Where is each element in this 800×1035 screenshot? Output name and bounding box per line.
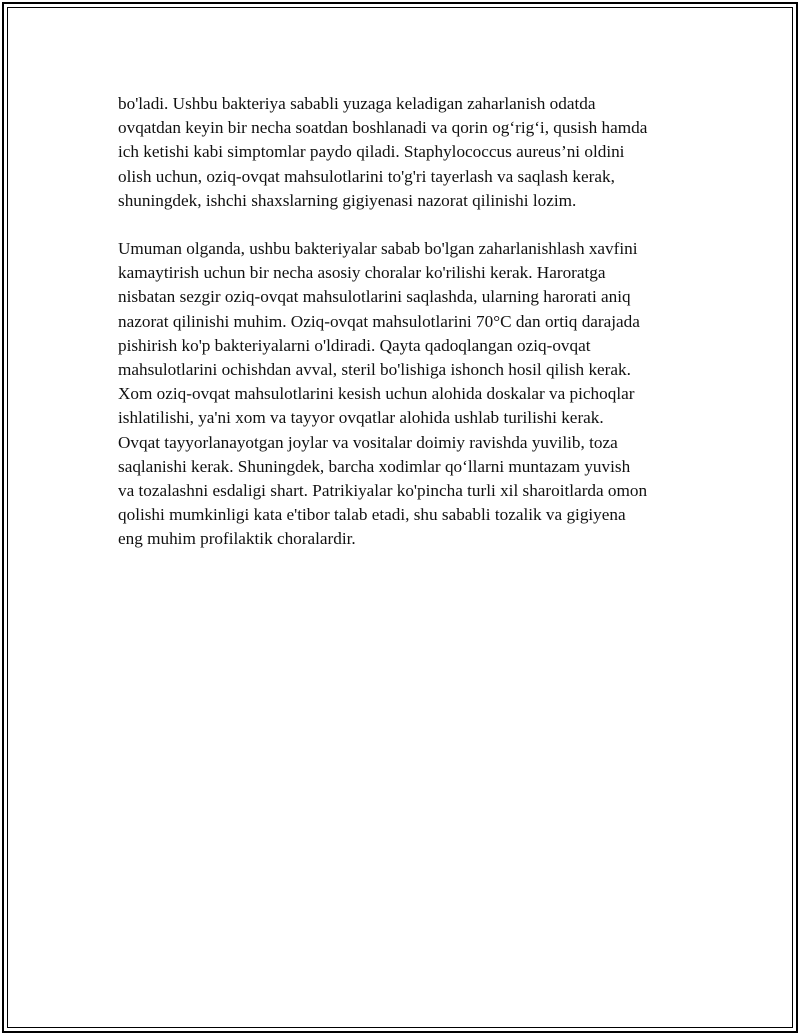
text-line: va tozalashni esdaligi shart. Patrikiyalar ko'pincha turli xil sharoitlarda omon [118,481,648,501]
paragraph-prevention [118,237,698,552]
text-line: olish uchun, oziq-ovqat mahsulotlarini to'g'ri tayerlash va saqlash kerak, [118,166,615,186]
text-line: ovqatdan keyin bir necha soatdan boshlanadi va qorin og‘rig‘i, qusish hamda [118,118,648,138]
text-line: bo'ladi. Ushbu bakteriya sababli yuzaga keladigan zaharlanish odatda [118,94,596,113]
text-line: kamaytirish uchun bir necha asosiy choralar ko'rilishi kerak. Haroratga [118,263,606,283]
text-line: shuningdek, ishchi shaxslarning gigiyenasi nazorat qilinishi lozim. [118,190,577,210]
text-line: Umuman olganda, ushbu bakteriyalar sabab bo'lgan zaharlanishlash xavfini [118,239,638,259]
text-line: Xom oziq-ovqat mahsulotlarini kesish uchun alohida doskalar va pichoqlar [118,384,635,404]
document-body [118,92,698,576]
text-line: pishirish ko'p bakteriyalarni o'ldiradi. Qayta qadoqlangan oziq-ovqat [118,335,591,355]
text-line: nazorat qilinishi muhim. Oziq-ovqat mahsulotlarini 70°C dan ortiq darajada [118,311,640,331]
text-line: saqlanishi kerak. Shuningdek, barcha xodimlar qo‘llarni muntazam yuvish [118,456,631,476]
text-line: nisbatan sezgir oziq-ovqat mahsulotlarini saqlashda, ularning harorati aniq [118,287,631,307]
text-line: eng muhim profilaktik choralardir. [118,529,356,549]
text-line: Ovqat tayyorlanayotgan joylar va vositalar doimiy ravishda yuvilib, toza [118,432,618,452]
text-line: qolishi mumkinligi kata e'tibor talab etadi, shu sababli tozalik va gigiyena [118,505,626,525]
paragraph-staphylococcus [118,92,698,213]
text-line: ich ketishi kabi simptomlar paydo qiladi. Staphylococcus aureus’ni oldini [118,142,625,162]
text-line: mahsulotlarini ochishdan avval, steril bo'lishiga ishonch hosil qilish kerak. [118,360,631,380]
text-line: ishlatilishi, ya'ni xom va tayyor ovqatlar alohida ushlab turilishi kerak. [118,408,604,428]
